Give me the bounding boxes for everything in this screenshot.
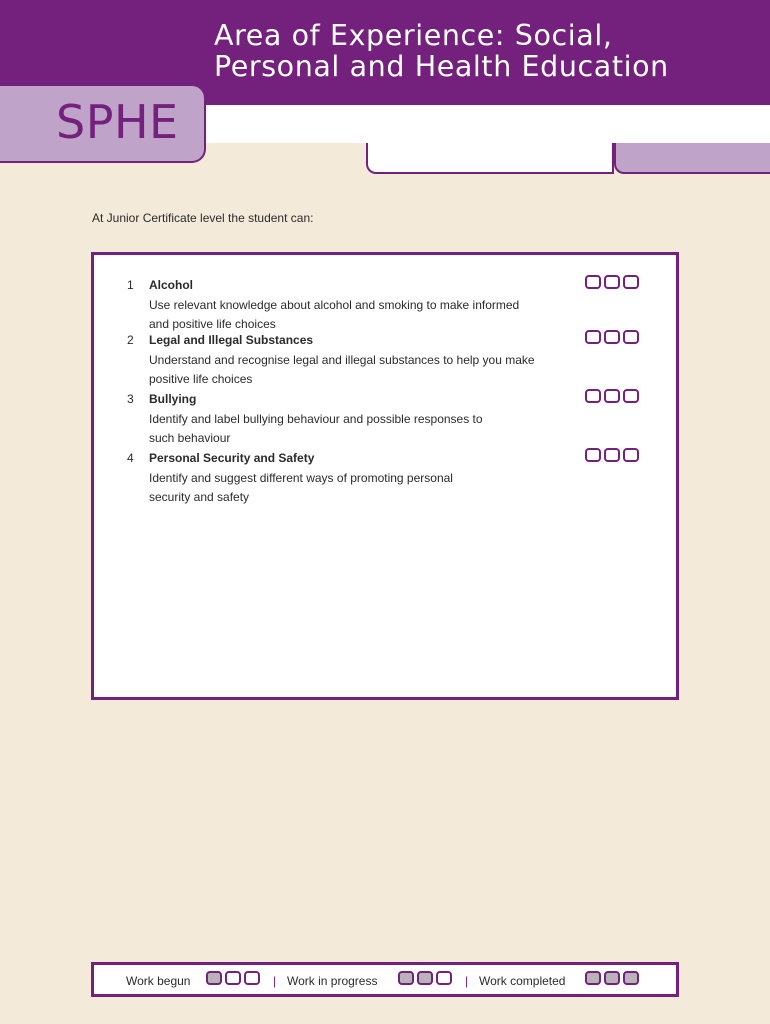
progress-checkbox[interactable]	[585, 389, 601, 403]
legend-boxes-work-completed	[585, 971, 639, 985]
outcome-description-line: and positive life choices	[149, 316, 276, 331]
progress-checkbox[interactable]	[604, 330, 620, 344]
progress-boxes-substances	[585, 330, 639, 344]
legend-work-begun: Work begun	[126, 974, 191, 988]
progress-checkbox[interactable]	[585, 448, 601, 462]
legend-box	[206, 971, 222, 985]
progress-checkbox[interactable]	[604, 275, 620, 289]
outcome-description-line: Identify and suggest different ways of promoting personal	[149, 471, 453, 485]
progress-checkbox[interactable]	[623, 448, 639, 462]
progress-checkbox[interactable]	[585, 275, 601, 289]
progress-checkbox[interactable]	[585, 330, 601, 344]
intro-text: At Junior Certificate level the student can:	[92, 211, 314, 225]
outcome-description-line: security and safety	[149, 489, 250, 504]
progress-checkbox[interactable]	[604, 448, 620, 462]
legend-box	[225, 971, 241, 985]
header-tab-lilac	[614, 143, 770, 174]
outcome-title: Bullying	[149, 392, 197, 406]
progress-checkbox[interactable]	[623, 330, 639, 344]
legend-box	[244, 971, 260, 985]
progress-boxes-security	[585, 448, 639, 462]
progress-checkbox[interactable]	[623, 389, 639, 403]
outcome-description-line: Understand and recognise legal and illegal substances to help you make	[149, 353, 535, 367]
outcome-number: 2	[127, 333, 134, 347]
legend-box	[623, 971, 639, 985]
outcome-number: 1	[127, 278, 134, 292]
outcome-number: 3	[127, 392, 134, 406]
outcome-description-line: positive life choices	[149, 371, 253, 386]
page-title	[214, 20, 669, 82]
outcome-description	[149, 469, 579, 506]
title-line-2: Personal and Health Education	[214, 50, 669, 83]
outcome-description-line: Use relevant knowledge about alcohol and smoking to make informed	[149, 298, 520, 312]
legend-box	[585, 971, 601, 985]
outcome-title: Legal and Illegal Substances	[149, 333, 314, 347]
legend-box	[436, 971, 452, 985]
legend-separator: |	[465, 974, 469, 988]
legend-boxes-work-begun	[206, 971, 260, 985]
outcome-title: Personal Security and Safety	[149, 451, 315, 465]
outcome-description-line: such behaviour	[149, 430, 231, 445]
legend-box	[604, 971, 620, 985]
subject-tab-label: SPHE	[56, 95, 179, 149]
outcome-description	[149, 410, 579, 447]
legend-separator: |	[273, 974, 277, 988]
progress-checkbox[interactable]	[623, 275, 639, 289]
progress-boxes-alcohol	[585, 275, 639, 289]
outcome-description-line: Identify and label bullying behaviour and possible responses to	[149, 412, 483, 426]
legend-work-completed: Work completed	[479, 974, 566, 988]
legend-box	[398, 971, 414, 985]
outcome-title: Alcohol	[149, 278, 193, 292]
outcome-description	[149, 296, 579, 333]
legend-work-in-progress: Work in progress	[287, 974, 378, 988]
outcome-description	[149, 351, 589, 388]
progress-checkbox[interactable]	[604, 389, 620, 403]
legend-boxes-work-in-progress	[398, 971, 452, 985]
header-tab-white	[366, 143, 614, 174]
legend-box	[417, 971, 433, 985]
header-white-strip	[206, 105, 770, 143]
progress-boxes-bullying	[585, 389, 639, 403]
outcome-number: 4	[127, 451, 134, 465]
title-line-1: Area of Experience: Social,	[214, 19, 613, 52]
